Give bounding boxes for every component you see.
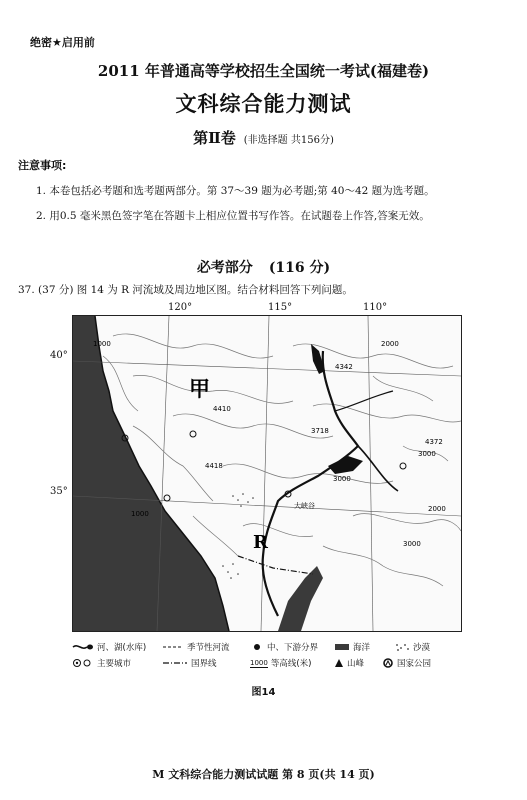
- contour-label: 1000: [131, 510, 149, 518]
- volume-label: 第Ⅱ卷: [193, 129, 236, 147]
- section-title: 必考部分: [196, 260, 253, 276]
- contour-label: 3000: [418, 450, 436, 458]
- border-icon: [162, 658, 188, 668]
- peak-label: 4410: [213, 405, 231, 413]
- map-drawing: [73, 316, 461, 631]
- desert-icon: [394, 642, 410, 652]
- region-label-r: R: [253, 532, 268, 553]
- legend-item: 沙漠: [394, 641, 430, 653]
- place-label: 大峡谷: [294, 502, 315, 510]
- gulf-area: [278, 566, 323, 631]
- longitude-label: 110°: [363, 302, 388, 313]
- peak-label: 4372: [425, 438, 443, 446]
- seasonal-river-icon: [162, 642, 184, 652]
- notice-item: 2. 用0.5 毫米黑色签字笔在答题卡上相应位置书写作答。在试题卷上作答,答案无效。: [36, 210, 430, 222]
- basin-division-icon: [250, 642, 264, 652]
- city-icon: [72, 658, 94, 668]
- subject-title: 文科综合能力测试: [175, 91, 352, 116]
- legend-item: 主要城市: [72, 657, 131, 669]
- section-score: (116 分): [268, 260, 331, 276]
- map-figure: [72, 315, 462, 632]
- legend-item: 山峰: [334, 657, 364, 669]
- legend-item: 1000 等高线(米): [250, 658, 312, 669]
- volume-title: [0, 127, 527, 148]
- peak-label: 4418: [205, 462, 223, 470]
- longitude-label: 120°: [168, 302, 193, 313]
- latitude-label: 40°: [50, 350, 68, 361]
- peak-label: 3718: [311, 427, 329, 435]
- peak-icon: [334, 658, 344, 668]
- confidential-label: 绝密★启用前: [30, 36, 95, 49]
- peak-label: 4342: [335, 363, 353, 371]
- legend-item: 国家公园: [382, 657, 431, 669]
- notice-heading: 注意事项:: [18, 159, 67, 172]
- volume-note: (非选择题 共156分): [243, 135, 334, 146]
- region-label-jia: 甲: [189, 376, 210, 401]
- national-park-icon: [382, 658, 394, 668]
- border-line: [238, 556, 313, 574]
- contour-label: 3000: [333, 475, 351, 483]
- contour-label: 1000: [93, 340, 111, 348]
- river-lake-icon: [72, 642, 94, 652]
- map-legend: [72, 641, 460, 673]
- legend-item: 河、湖(水库): [72, 641, 146, 653]
- exam-title: 2011 年普通高等学校招生全国统一考试(福建卷): [97, 62, 430, 80]
- legend-item: 海洋: [334, 641, 370, 653]
- legend-item: 国界线: [162, 657, 217, 669]
- latitude-label: 35°: [50, 486, 68, 497]
- contour-label: 2000: [381, 340, 399, 348]
- longitude-label: 115°: [268, 302, 293, 313]
- page-footer: M 文科综合能力测试试题 第 8 页(共 14 页): [152, 768, 375, 781]
- contour-label: 3000: [403, 540, 421, 548]
- ocean-icon: [334, 642, 350, 652]
- question-text: 37. (37 分) 图 14 为 R 河流域及周边地区图。结合材料回答下列问题。: [18, 284, 353, 296]
- section-heading: [0, 257, 527, 277]
- legend-item: 季节性河流: [162, 641, 230, 653]
- reservoir: [328, 456, 363, 474]
- figure-caption: 图14: [251, 687, 276, 698]
- contour-label: 2000: [428, 505, 446, 513]
- legend-item: 中、下游分界: [250, 641, 318, 653]
- notice-item: 1. 本卷包括必考题和选考题两部分。第 37～39 题为必考题;第 40～42 题为选考题。: [36, 185, 435, 197]
- contour-icon: 1000: [250, 658, 268, 667]
- ocean-area: [73, 316, 229, 631]
